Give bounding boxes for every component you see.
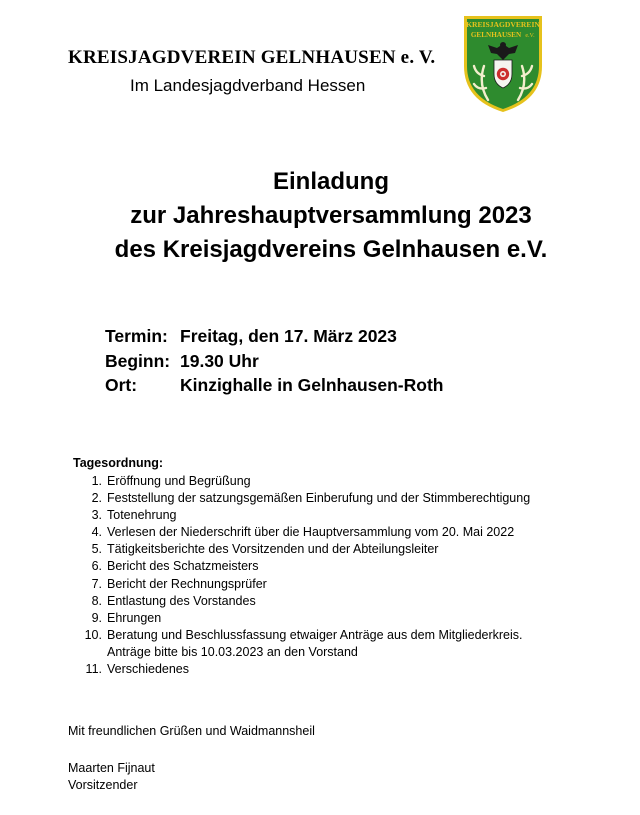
title-line-1: Einladung <box>273 168 389 195</box>
list-item <box>80 490 620 507</box>
item-number: 10. <box>84 627 102 642</box>
item-subtext: Anträge bitte bis 10.03.2023 an den Vorstand <box>107 644 358 659</box>
org-name: KREISJAGDVEREIN GELNHAUSEN e. V. <box>68 47 436 68</box>
item-text: Ehrungen <box>107 610 162 625</box>
date-value: Freitag, den 17. März 2023 <box>180 326 397 346</box>
item-text: Totenehrung <box>107 508 177 523</box>
logo-ev-text: e.V. <box>525 33 535 39</box>
list-item <box>80 593 620 610</box>
item-number: 11. <box>85 662 102 677</box>
title-line-3: des Kreisjagdvereins Gelnhausen e.V. <box>114 236 548 263</box>
item-number: 4. <box>91 525 102 540</box>
item-text: Tätigkeitsberichte des Vorsitzenden und der Abteilungsleiter <box>107 542 439 557</box>
list-item <box>80 541 620 558</box>
item-text: Bericht der Rechnungsprüfer <box>107 576 267 591</box>
list-item <box>80 558 620 575</box>
title-line-2: zur Jahreshauptversammlung 2023 <box>130 202 532 229</box>
item-number: 1. <box>91 474 102 488</box>
club-logo <box>462 14 544 114</box>
item-number: 6. <box>91 559 102 574</box>
start-value: 19.30 Uhr <box>180 350 259 371</box>
list-item <box>80 627 620 661</box>
item-number: 8. <box>91 593 102 608</box>
item-text: Verschiedenes <box>107 662 190 677</box>
signer-role: Vorsitzender <box>68 778 138 792</box>
item-text: Beratung und Beschlussfassung etwaiger Anträge aus dem Mitgliederkreis. <box>107 627 523 642</box>
item-text: Eröffnung und Begrüßung <box>107 474 251 488</box>
item-number: 2. <box>91 491 102 506</box>
logo-bottom-text: GELNHAUSEN <box>470 31 522 39</box>
location-value: Kinzighalle in Gelnhausen-Roth <box>180 375 444 395</box>
item-text: Feststellung der satzungsgemäßen Einberufung und der Stimmberechtigung <box>107 491 531 506</box>
location-label: Ort: <box>105 375 138 395</box>
item-text: Bericht des Schatzmeisters <box>107 559 259 574</box>
agenda-heading: Tagesordnung: <box>73 456 164 470</box>
list-item <box>80 661 620 678</box>
list-item <box>80 610 620 627</box>
list-item <box>80 507 620 524</box>
closing-greeting: Mit freundlichen Grüßen und Waidmannsheil <box>68 724 315 738</box>
item-text: Verlesen der Niederschrift über die Hauptversammlung vom 20. Mai 2022 <box>107 525 515 540</box>
agenda-list <box>80 473 620 678</box>
signer-name: Maarten Fijnaut <box>68 761 155 775</box>
list-item <box>80 473 620 490</box>
item-number: 5. <box>91 542 102 557</box>
list-item <box>80 576 620 593</box>
item-number: 3. <box>91 508 102 523</box>
list-item <box>80 524 620 541</box>
invitation-title <box>0 165 640 267</box>
org-subtitle: Im Landesjagdverband Hessen <box>130 76 366 95</box>
start-label: Beginn: <box>105 350 171 371</box>
item-text: Entlastung des Vorstandes <box>107 593 256 608</box>
logo-top-text: KREISJAGDVEREIN <box>466 20 540 29</box>
item-number: 9. <box>91 610 102 625</box>
item-number: 7. <box>91 576 102 591</box>
signature-block <box>68 760 155 794</box>
date-label: Termin: <box>105 326 168 346</box>
